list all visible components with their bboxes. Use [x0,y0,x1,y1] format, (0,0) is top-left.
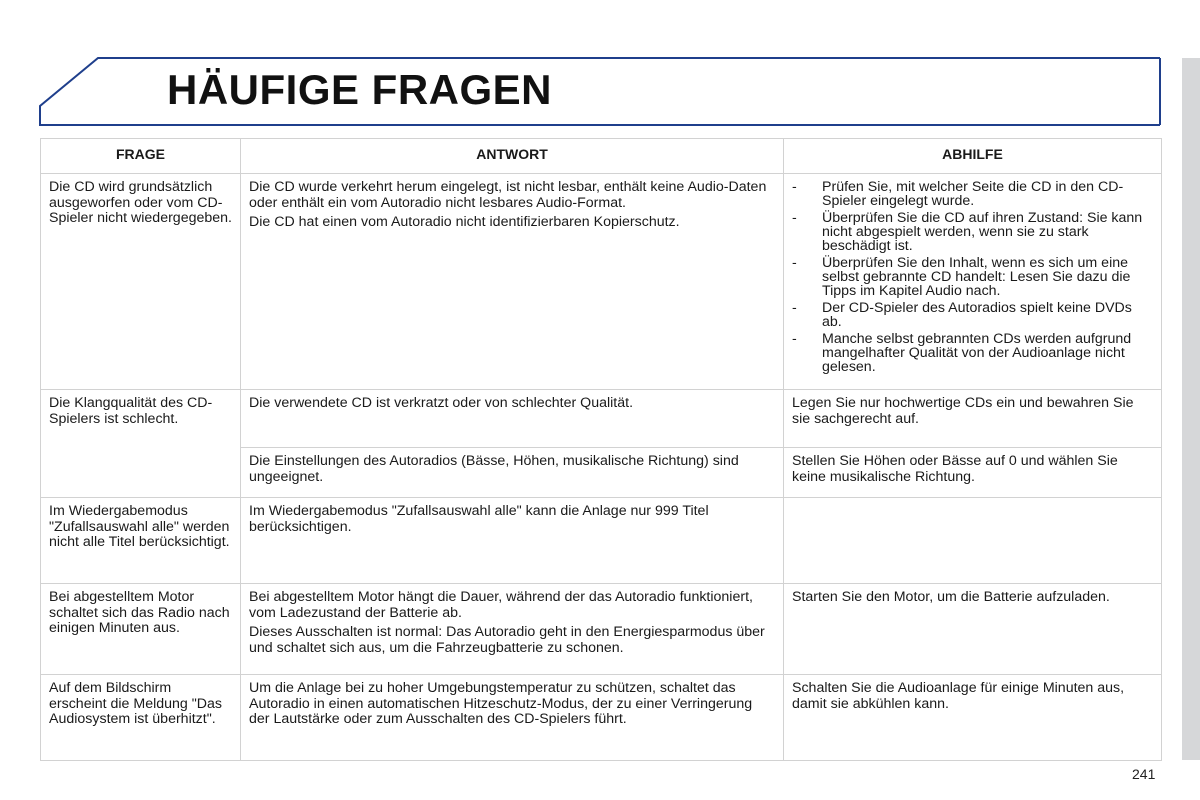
answer-text: Die CD wurde verkehrt herum eingelegt, ist nicht lesbar, enthält keine Audio-Daten oder enthält ein vom Autoradio nicht lesbares Audio-Format. [249,179,767,211]
remedy-cell [784,498,1162,584]
remedy-list [792,180,1153,374]
remedy-cell: Schalten Sie die Audioanlage für einige Minuten aus, damit sie abkühlen kann. [784,675,1162,761]
answer-cell [241,584,784,675]
answer-text: Dieses Ausschalten ist normal: Das Autoradio geht in den Energiesparmodus über und schaltet sich aus, um die Fahrzeugbatterie zu schonen. [249,624,765,656]
question-cell: Auf dem Bildschirm erscheint die Meldung "Das Audiosystem ist überhitzt". [41,675,241,761]
answer-cell: Die Einstellungen des Autoradios (Bässe, Höhen, musikalische Richtung) sind ungeeignet. [241,448,784,498]
remedy-cell: Starten Sie den Motor, um die Batterie aufzuladen. [784,584,1162,675]
remedy-item: - Überprüfen Sie den Inhalt, wenn es sich um eine selbst gebrannte CD handelt: Lesen Sie dazu die Tipps im Kapitel Audio nach. [792,256,1153,298]
page-title: HÄUFIGE FRAGEN [167,66,552,113]
question-cell: Die Klangqualität des CD-Spielers ist schlecht. [41,390,241,498]
column-header-remedy: ABHILFE [784,139,1162,174]
faq-table [40,138,1162,761]
table-row [41,584,1162,675]
table-row [41,174,1162,390]
table-row [41,675,1162,761]
remedy-cell [784,174,1162,390]
table-header-row [41,139,1162,174]
answer-cell: Die verwendete CD ist verkratzt oder von schlechter Qualität. [241,390,784,448]
answer-cell: Im Wiedergabemodus "Zufallsauswahl alle" kann die Anlage nur 999 Titel berücksichtigen. [241,498,784,584]
remedy-cell: Legen Sie nur hochwertige CDs ein und bewahren Sie sie sachgerecht auf. [784,390,1162,448]
answer-text: Die CD hat einen vom Autoradio nicht identifizierbaren Kopierschutz. [249,214,680,230]
remedy-item: - Überprüfen Sie die CD auf ihren Zustand: Sie kann nicht abgespielt werden, wenn sie zu stark beschädigt ist. [792,211,1153,253]
column-header-answer: ANTWORT [241,139,784,174]
answer-text: Bei abgestelltem Motor hängt die Dauer, während der das Autoradio funktioniert, vom Ladezustand der Batterie ab. [249,589,753,621]
table-row [41,498,1162,584]
column-header-question: FRAGE [41,139,241,174]
question-cell: Bei abgestelltem Motor schaltet sich das Radio nach einigen Minuten aus. [41,584,241,675]
answer-cell [241,174,784,390]
remedy-cell: Stellen Sie Höhen oder Bässe auf 0 und wählen Sie keine musikalische Richtung. [784,448,1162,498]
remedy-item: - Der CD-Spieler des Autoradios spielt keine DVDs ab. [792,301,1153,329]
table-row [41,390,1162,448]
question-cell: Im Wiedergabemodus "Zufallsauswahl alle" werden nicht alle Titel berücksichtigt. [41,498,241,584]
chapter-side-tab [1182,58,1200,760]
page-number: 241 [1132,766,1156,782]
remedy-item: - Prüfen Sie, mit welcher Seite die CD in den CD-Spieler eingelegt wurde. [792,180,1153,208]
remedy-item: - Manche selbst gebrannten CDs werden aufgrund mangelhafter Qualität von der Audioanlage nicht gelesen. [792,332,1153,374]
answer-cell: Um die Anlage bei zu hoher Umgebungstemperatur zu schützen, schaltet das Autoradio in einen automatischen Hitzeschutz-Modus, der zu einer Verringerung der Lautstärke oder zum Ausschalten des CD-Spielers führt. [241,675,784,761]
question-cell: Die CD wird grundsätzlich ausgeworfen oder vom CD-Spieler nicht wiedergegeben. [41,174,241,390]
